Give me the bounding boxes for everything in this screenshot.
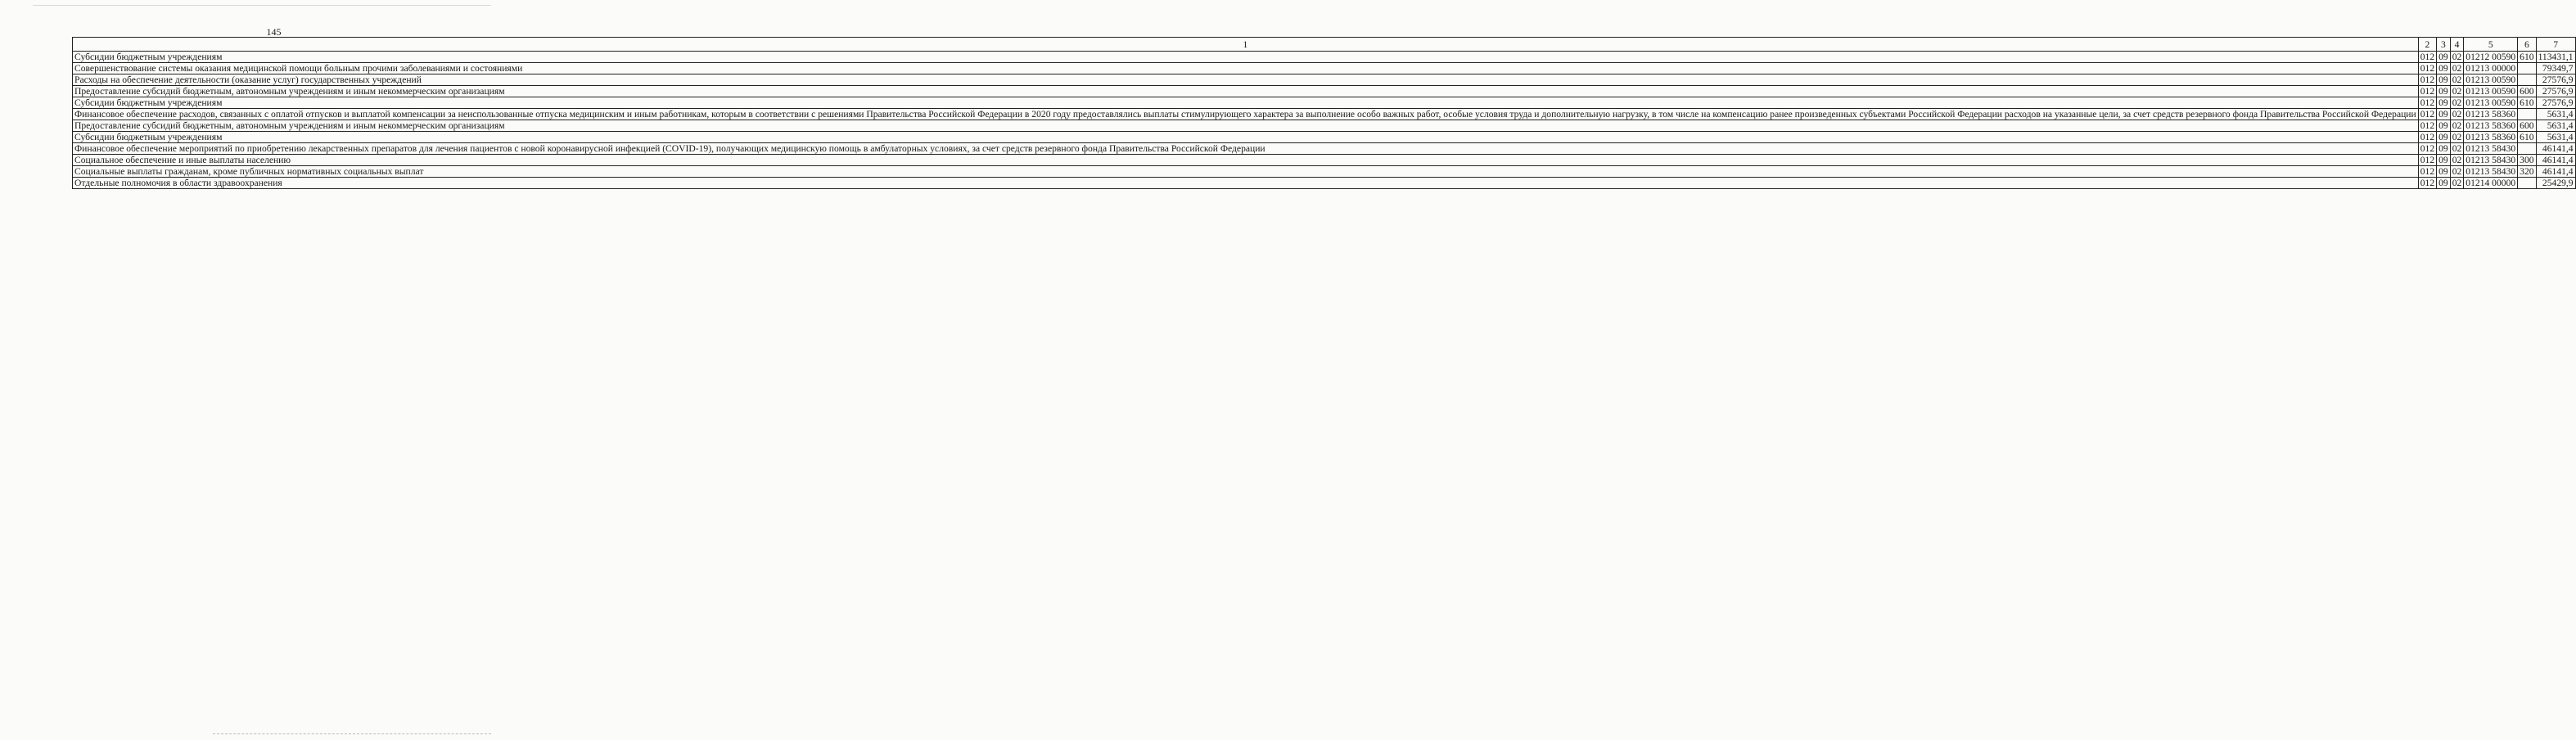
row-name-cell: Расходы на обеспечение деятельности (оказание услуг) государственных учреждений [73,74,2419,86]
amount-cell: 27576,9 [2536,86,2575,97]
ministry-code-cell: 012 [2418,178,2436,189]
expense-type-cell: 300 [2518,155,2536,166]
expense-type-cell: 600 [2518,120,2536,132]
expense-type-cell [2518,63,2536,74]
expense-type-cell [2518,143,2536,155]
column-header: 7 [2536,38,2575,52]
row-name-cell: Совершенствование системы оказания медицинской помощи больным прочими заболеваниями и состояниями [73,63,2419,74]
section-cell: 09 [2437,166,2451,178]
amount-cell: 5631,4 [2536,132,2575,143]
ministry-code-cell: 012 [2418,97,2436,109]
target-article-cell: 01213 00590 [2464,74,2518,86]
budget-table [72,37,2576,189]
amount-cell: 46141,4 [2536,143,2575,155]
table-row [73,52,2576,63]
ministry-code-cell: 012 [2418,155,2436,166]
row-name-cell: Социальные выплаты гражданам, кроме публичных нормативных социальных выплат [73,166,2419,178]
subsection-cell: 02 [2450,143,2464,155]
ministry-code-cell: 012 [2418,120,2436,132]
row-name-cell: Субсидии бюджетным учреждениям [73,52,2419,63]
expense-type-cell: 610 [2518,97,2536,109]
expense-type-cell: 610 [2518,52,2536,63]
amount-cell: 46141,4 [2536,166,2575,178]
ministry-code-cell: 012 [2418,86,2436,97]
table-row [73,63,2576,74]
expense-type-cell: 320 [2518,166,2536,178]
amount-cell: 113431,1 [2536,52,2575,63]
subsection-cell: 02 [2450,166,2464,178]
subsection-cell: 02 [2450,178,2464,189]
table-row [73,86,2576,97]
target-article-cell: 01212 00590 [2464,52,2518,63]
row-name-cell: Социальное обеспечение и иные выплаты населению [73,155,2419,166]
amount-cell: 46141,4 [2536,155,2575,166]
section-cell: 09 [2437,109,2451,120]
table-row [73,143,2576,155]
amount-cell: 5631,4 [2536,120,2575,132]
table-row [73,178,2576,189]
column-header: 5 [2464,38,2518,52]
subsection-cell: 02 [2450,63,2464,74]
subsection-cell: 02 [2450,52,2464,63]
section-cell: 09 [2437,120,2451,132]
target-article-cell: 01213 00590 [2464,86,2518,97]
amount-cell: 25429,9 [2536,178,2575,189]
expense-type-cell: 610 [2518,132,2536,143]
row-name-cell: Предоставление субсидий бюджетным, автономным учреждениям и иным некоммерческим организациям [73,120,2419,132]
section-cell: 09 [2437,178,2451,189]
target-article-cell: 01213 00000 [2464,63,2518,74]
ministry-code-cell: 012 [2418,143,2436,155]
table-row [73,74,2576,86]
section-cell: 09 [2437,52,2451,63]
column-header: 6 [2518,38,2536,52]
column-header: 2 [2418,38,2436,52]
target-article-cell: 01213 00590 [2464,97,2518,109]
amount-cell: 79349,7 [2536,63,2575,74]
subsection-cell: 02 [2450,132,2464,143]
ministry-code-cell: 012 [2418,52,2436,63]
section-cell: 09 [2437,132,2451,143]
target-article-cell: 01213 58360 [2464,109,2518,120]
subsection-cell: 02 [2450,97,2464,109]
column-header: 3 [2437,38,2451,52]
scan-edge-line [33,5,491,6]
header-row [73,38,2576,52]
amount-cell: 27576,9 [2536,97,2575,109]
target-article-cell: 01213 58360 [2464,132,2518,143]
table-row [73,166,2576,178]
ministry-code-cell: 012 [2418,132,2436,143]
table-row [73,132,2576,143]
section-cell: 09 [2437,86,2451,97]
table-row [73,109,2576,120]
target-article-cell: 01213 58430 [2464,143,2518,155]
section-cell: 09 [2437,63,2451,74]
ministry-code-cell: 012 [2418,166,2436,178]
expense-type-cell: 600 [2518,86,2536,97]
ministry-code-cell: 012 [2418,63,2436,74]
ministry-code-cell: 012 [2418,74,2436,86]
section-cell: 09 [2437,97,2451,109]
row-name-cell: Финансовое обеспечение расходов, связанных с оплатой отпусков и выплатой компенсации за неиспользованные отпуска медицинским и иным работникам, которым в соответствии с решениями Правительства Российской Федерации в 2020 году предоставлялись выплаты стимулирующего характера за выполнение особо важных работ, особые условия труда и дополнительную нагрузку, в том числе на компенсацию ранее произведенных субъектами Российской Федерации расходов на указанные цели, за счет средств резервного фонда Правительства Российской Федерации [73,109,2419,120]
row-name-cell: Отдельные полномочия в области здравоохранения [73,178,2419,189]
target-article-cell: 01213 58430 [2464,166,2518,178]
expense-type-cell [2518,109,2536,120]
subsection-cell: 02 [2450,86,2464,97]
row-name-cell: Субсидии бюджетным учреждениям [73,132,2419,143]
section-cell: 09 [2437,155,2451,166]
subsection-cell: 02 [2450,120,2464,132]
row-name-cell: Предоставление субсидий бюджетным, автономным учреждениям и иным некоммерческим организациям [73,86,2419,97]
subsection-cell: 02 [2450,109,2464,120]
amount-cell: 5631,4 [2536,109,2575,120]
page-number: 145 [266,26,282,38]
target-article-cell: 01213 58430 [2464,155,2518,166]
column-header: 4 [2450,38,2464,52]
section-cell: 09 [2437,74,2451,86]
scan-edge-line [213,733,491,734]
subsection-cell: 02 [2450,155,2464,166]
table-row [73,97,2576,109]
subsection-cell: 02 [2450,74,2464,86]
expense-type-cell [2518,74,2536,86]
amount-cell: 27576,9 [2536,74,2575,86]
target-article-cell: 01213 58360 [2464,120,2518,132]
table-row [73,120,2576,132]
table-row [73,155,2576,166]
row-name-cell: Финансовое обеспечение мероприятий по приобретению лекарственных препаратов для лечения пациентов с новой коронавирусной инфекцией (COVID-19), получающих медицинскую помощь в амбулаторных условиях, за счет средств резервного фонда Правительства Российской Федерации [73,143,2419,155]
row-name-cell: Субсидии бюджетным учреждениям [73,97,2419,109]
target-article-cell: 01214 00000 [2464,178,2518,189]
expense-type-cell [2518,178,2536,189]
column-header: 1 [73,38,2419,52]
section-cell: 09 [2437,143,2451,155]
ministry-code-cell: 012 [2418,109,2436,120]
